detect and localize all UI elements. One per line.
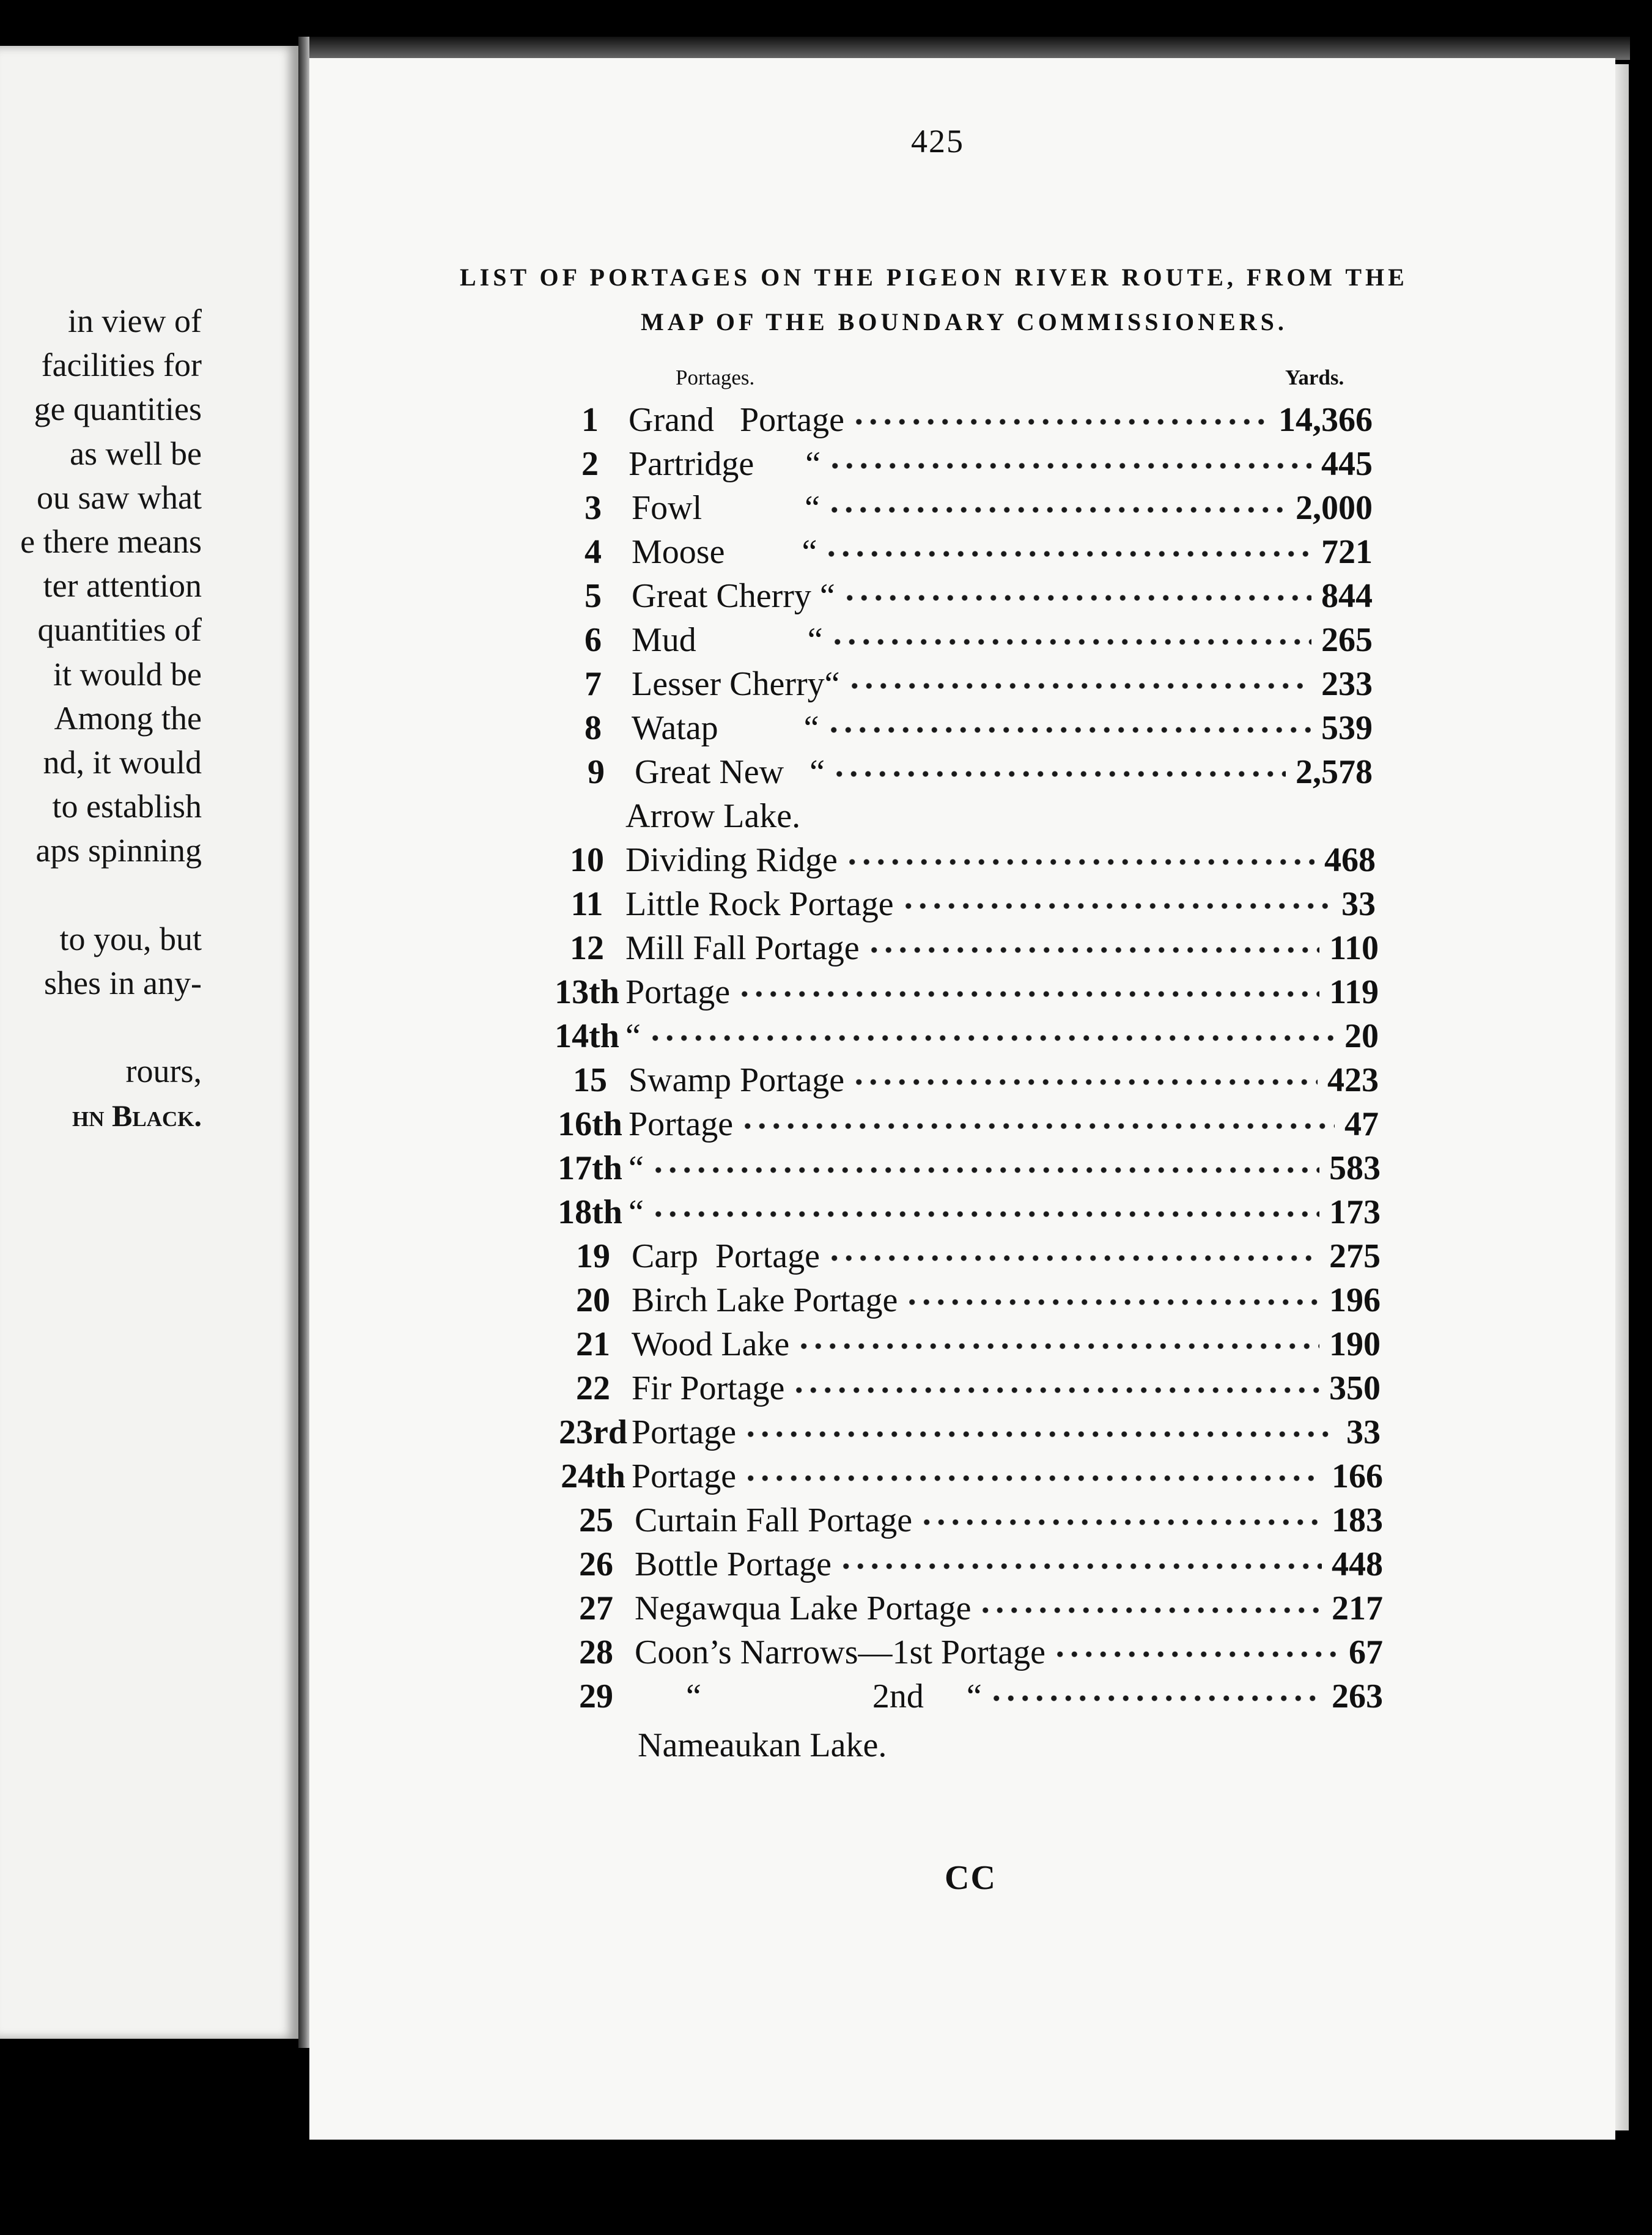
dot-leader bbox=[651, 1166, 1319, 1174]
dot-leader bbox=[827, 726, 1311, 734]
dot-leader bbox=[901, 902, 1332, 910]
table-row bbox=[553, 1281, 1381, 1321]
portage-yards: 217 bbox=[1332, 1589, 1383, 1627]
portage-name: Dividing Ridge bbox=[625, 841, 838, 879]
portage-number: 4 bbox=[584, 533, 602, 571]
table-row bbox=[559, 1726, 1383, 1766]
left-page-line: aps spinning bbox=[35, 832, 202, 869]
table-title-line-2: MAP OF THE BOUNDARY COMMISSIONERS. bbox=[641, 308, 1288, 336]
portage-number: 21 bbox=[576, 1325, 610, 1363]
portage-name: Swamp Portage bbox=[629, 1061, 845, 1099]
dot-leader bbox=[797, 1342, 1319, 1350]
table-title-line-1: LIST OF PORTAGES ON THE PIGEON RIVER ROUTE, FROM THE bbox=[460, 263, 1408, 291]
dot-leader bbox=[920, 1518, 1322, 1526]
portage-yards: 173 bbox=[1329, 1193, 1381, 1231]
portage-yards: 190 bbox=[1329, 1325, 1381, 1363]
table-row bbox=[550, 1105, 1379, 1145]
table-row bbox=[553, 620, 1373, 661]
left-page-line: shes in any- bbox=[44, 965, 202, 1001]
column-header-portages: Portages. bbox=[676, 366, 755, 389]
portage-name: Nameaukan Lake. bbox=[638, 1726, 887, 1764]
page-top-edge bbox=[309, 37, 1630, 60]
portage-name: Arrow Lake. bbox=[625, 797, 801, 835]
portage-name: Fir Portage bbox=[632, 1369, 785, 1407]
dot-leader bbox=[743, 1430, 1337, 1438]
portage-name: Moose “ bbox=[632, 533, 817, 571]
portage-yards: 539 bbox=[1321, 709, 1373, 747]
table-row bbox=[550, 1193, 1381, 1233]
left-page-line: in view of bbox=[68, 303, 202, 339]
portage-number: 7 bbox=[584, 665, 602, 703]
portage-number: 22 bbox=[576, 1369, 610, 1407]
portage-name: Portage bbox=[632, 1413, 737, 1451]
dot-leader bbox=[843, 594, 1311, 602]
portage-name: Portage bbox=[632, 1457, 737, 1495]
dot-leader bbox=[839, 1562, 1322, 1570]
portage-name: Carp Portage bbox=[632, 1237, 820, 1275]
table-row bbox=[547, 1017, 1379, 1057]
portage-yards: 33 bbox=[1341, 885, 1376, 923]
portage-yards: 265 bbox=[1321, 621, 1373, 659]
dot-leader bbox=[867, 946, 1319, 954]
table-row bbox=[553, 576, 1373, 617]
table-row bbox=[550, 400, 1373, 441]
table-row bbox=[550, 444, 1373, 485]
portage-yards: 721 bbox=[1321, 533, 1373, 571]
dot-leader bbox=[651, 1210, 1319, 1218]
portage-number: 12 bbox=[570, 929, 604, 967]
portage-name: Fowl “ bbox=[632, 489, 820, 527]
table-row bbox=[556, 1501, 1383, 1541]
portage-yards: 47 bbox=[1344, 1105, 1379, 1143]
portage-name: Coon’s Narrows—1st Portage bbox=[635, 1633, 1045, 1671]
dot-leader bbox=[989, 1694, 1322, 1703]
dot-leader bbox=[978, 1606, 1322, 1615]
portage-name: “ bbox=[629, 1193, 644, 1231]
page-number: 425 bbox=[911, 123, 964, 160]
table-row bbox=[550, 1149, 1381, 1189]
portage-name: Mud “ bbox=[632, 621, 823, 659]
portage-number: 17th bbox=[558, 1149, 622, 1187]
book-gutter bbox=[298, 37, 309, 2048]
dot-leader bbox=[847, 682, 1311, 690]
portage-yards: 263 bbox=[1332, 1677, 1383, 1715]
table-row bbox=[553, 665, 1373, 705]
left-page-line: facilities for bbox=[41, 347, 202, 384]
dot-leader bbox=[827, 506, 1286, 514]
portage-number: 3 bbox=[584, 489, 602, 527]
left-page-line: quantities of bbox=[37, 611, 202, 649]
portage-yards: 2,578 bbox=[1296, 753, 1373, 791]
left-page-line: ge quantities bbox=[34, 391, 202, 428]
portage-name: “ 2nd “ bbox=[635, 1677, 982, 1715]
table-row bbox=[556, 1677, 1383, 1717]
table-row bbox=[556, 1545, 1383, 1585]
portage-name: Negawqua Lake Portage bbox=[635, 1589, 972, 1627]
portage-number: 16th bbox=[558, 1105, 622, 1143]
portage-number: 5 bbox=[584, 577, 602, 615]
portage-name: Portage bbox=[629, 1105, 734, 1143]
dot-leader bbox=[1053, 1650, 1339, 1659]
portage-yards: 14,366 bbox=[1278, 401, 1373, 439]
left-page-line: to you, but bbox=[59, 920, 202, 957]
portage-yards: 119 bbox=[1329, 973, 1379, 1011]
table-row bbox=[556, 753, 1373, 793]
left-page-line: to establish bbox=[52, 788, 202, 825]
left-page-line: ter attention bbox=[43, 567, 202, 605]
portage-name: Curtain Fall Portage bbox=[635, 1501, 913, 1539]
dot-leader bbox=[830, 638, 1311, 646]
portage-number: 6 bbox=[584, 621, 602, 659]
dot-leader bbox=[852, 1078, 1318, 1086]
portage-yards: 110 bbox=[1329, 929, 1379, 967]
portage-yards: 583 bbox=[1329, 1149, 1381, 1187]
left-page-line: Among the bbox=[54, 699, 202, 737]
portage-name: Partridge “ bbox=[629, 445, 821, 483]
table-row bbox=[553, 709, 1373, 749]
table-row bbox=[553, 488, 1373, 529]
portage-yards: 468 bbox=[1324, 841, 1376, 879]
portage-name: Bottle Portage bbox=[635, 1545, 832, 1583]
table-row bbox=[547, 797, 1373, 837]
portage-number: 14th bbox=[555, 1017, 619, 1055]
portage-number: 1 bbox=[581, 401, 599, 439]
portage-name: Little Rock Portage bbox=[625, 885, 894, 923]
table-row bbox=[547, 929, 1379, 969]
portage-name: Birch Lake Portage bbox=[632, 1281, 898, 1319]
left-page-line: it would be bbox=[53, 655, 202, 693]
left-page-line: hn Black. bbox=[72, 1098, 202, 1133]
portage-number: 2 bbox=[581, 445, 599, 483]
left-page-line: e there means bbox=[20, 523, 202, 560]
portage-yards: 233 bbox=[1321, 665, 1373, 703]
dot-leader bbox=[905, 1298, 1319, 1306]
portage-yards: 196 bbox=[1329, 1281, 1381, 1319]
portage-name: “ bbox=[625, 1017, 641, 1055]
portage-name: “ bbox=[629, 1149, 644, 1187]
portage-number: 19 bbox=[576, 1237, 610, 1275]
portage-number: 20 bbox=[576, 1281, 610, 1319]
table-row bbox=[553, 1325, 1381, 1365]
portage-number: 18th bbox=[558, 1193, 622, 1231]
portage-name: Wood Lake bbox=[632, 1325, 790, 1363]
portage-yards: 275 bbox=[1329, 1237, 1381, 1275]
table-row bbox=[550, 1061, 1379, 1101]
portage-number: 23rd bbox=[559, 1413, 627, 1451]
table-row bbox=[553, 1457, 1383, 1497]
left-page-line: as well be bbox=[70, 435, 202, 472]
portage-number: 13th bbox=[555, 973, 619, 1011]
dot-leader bbox=[737, 990, 1319, 998]
portage-name: Watap “ bbox=[632, 709, 819, 747]
portage-name: Great New “ bbox=[635, 753, 825, 791]
dot-leader bbox=[792, 1386, 1319, 1394]
portage-number: 28 bbox=[579, 1633, 613, 1671]
table-row bbox=[553, 1369, 1381, 1409]
portage-name: Grand Portage bbox=[629, 401, 845, 439]
table-row bbox=[556, 1589, 1383, 1629]
portage-number: 24th bbox=[561, 1457, 625, 1495]
portage-number: 8 bbox=[584, 709, 602, 747]
portage-name: Great Cherry “ bbox=[632, 577, 835, 615]
portage-number: 15 bbox=[573, 1061, 607, 1099]
dot-leader bbox=[743, 1474, 1322, 1482]
portage-yards: 166 bbox=[1332, 1457, 1383, 1495]
dot-leader bbox=[827, 1254, 1319, 1262]
dot-leader bbox=[845, 858, 1315, 866]
dot-leader bbox=[648, 1034, 1335, 1042]
portage-number: 11 bbox=[570, 885, 603, 923]
portage-yards: 2,000 bbox=[1296, 489, 1373, 527]
dot-leader bbox=[852, 418, 1269, 426]
portage-yards: 448 bbox=[1332, 1545, 1383, 1583]
left-page-line: ou saw what bbox=[37, 479, 202, 516]
portage-yards: 844 bbox=[1321, 577, 1373, 615]
portage-name: Portage bbox=[625, 973, 731, 1011]
portage-yards: 183 bbox=[1332, 1501, 1383, 1539]
portage-number: 29 bbox=[579, 1677, 613, 1715]
dot-leader bbox=[832, 770, 1286, 778]
page-edge bbox=[1615, 64, 1629, 2130]
table-row bbox=[547, 973, 1379, 1013]
portage-yards: 33 bbox=[1346, 1413, 1381, 1451]
left-page bbox=[0, 46, 298, 2039]
table-row bbox=[553, 1413, 1381, 1453]
column-header-yards: Yards. bbox=[1285, 366, 1344, 389]
portage-yards: 20 bbox=[1344, 1017, 1379, 1055]
portage-number: 10 bbox=[570, 841, 604, 879]
left-page-line: rours, bbox=[125, 1053, 202, 1090]
portage-yards: 67 bbox=[1349, 1633, 1383, 1671]
dot-leader bbox=[740, 1122, 1335, 1130]
left-page-line: nd, it would bbox=[43, 744, 202, 781]
portage-number: 9 bbox=[588, 753, 605, 791]
table-row bbox=[553, 532, 1373, 573]
table-row bbox=[553, 1237, 1381, 1277]
portage-number: 25 bbox=[579, 1501, 613, 1539]
portage-name: Mill Fall Portage bbox=[625, 929, 860, 967]
portage-yards: 445 bbox=[1321, 445, 1373, 483]
portage-yards: 350 bbox=[1329, 1369, 1381, 1407]
portage-number: 26 bbox=[579, 1545, 613, 1583]
dot-leader bbox=[824, 550, 1311, 558]
dot-leader bbox=[828, 462, 1311, 470]
signature-mark: CC bbox=[945, 1859, 997, 1897]
portage-name: Lesser Cherry“ bbox=[632, 665, 840, 703]
portage-yards: 423 bbox=[1327, 1061, 1379, 1099]
table-row bbox=[547, 841, 1376, 881]
table-row bbox=[547, 885, 1376, 925]
table-row bbox=[556, 1633, 1383, 1673]
portage-number: 27 bbox=[579, 1589, 613, 1627]
